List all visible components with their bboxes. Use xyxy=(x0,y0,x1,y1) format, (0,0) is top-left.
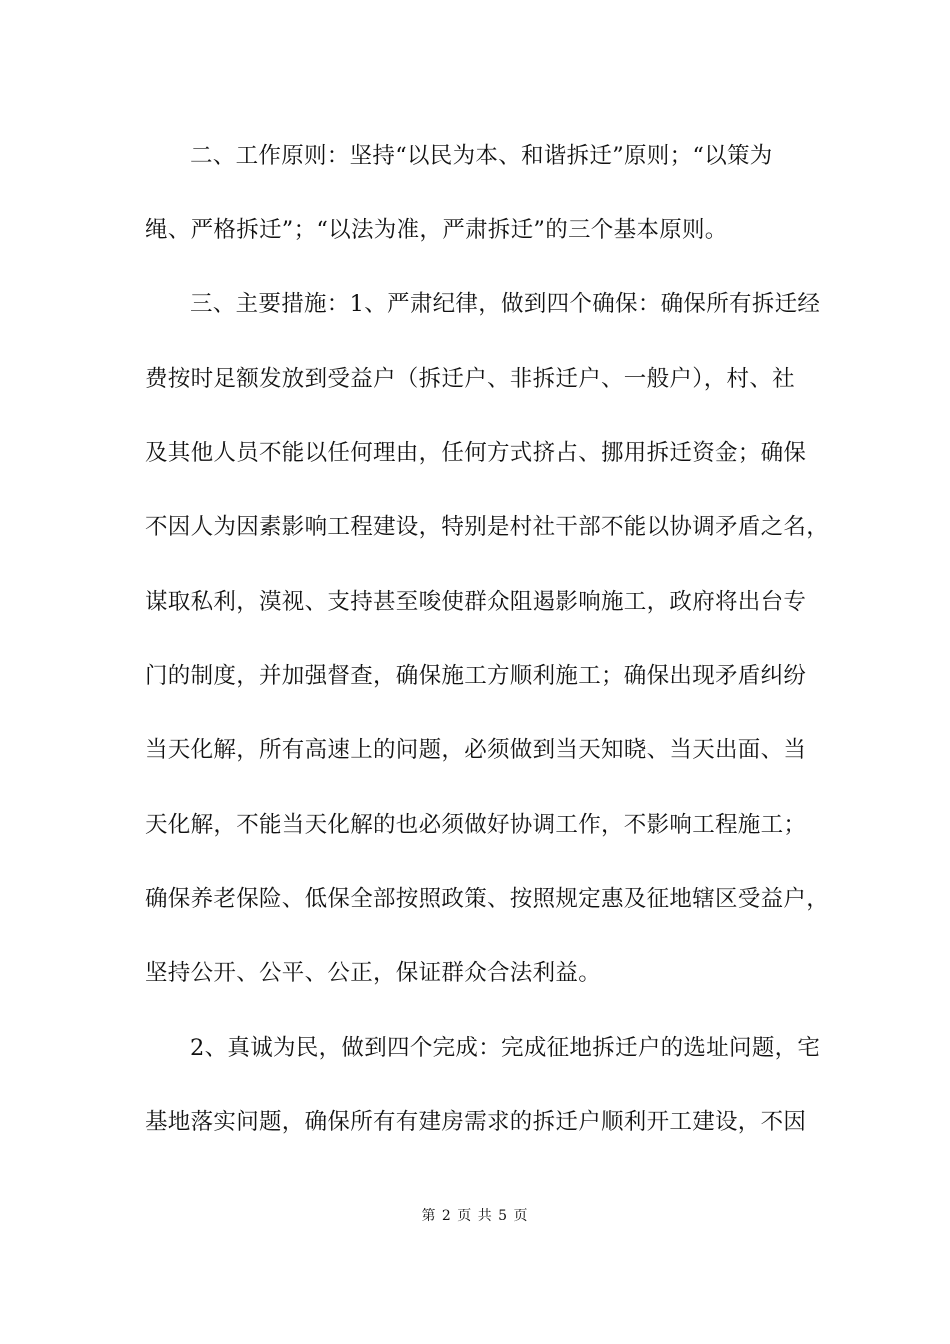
paragraph-line: 2、真诚为民，做到四个完成：完成征地拆迁户的选址问题，宅 xyxy=(190,1035,821,1061)
paragraph-line: 基地落实问题，确保所有有建房需求的拆迁户顺利开工建设，不因 xyxy=(145,1109,807,1135)
page-footer xyxy=(0,1207,950,1225)
paragraph-line: 谋取私利，漠视、支持甚至唆使群众阻遏影响施工，政府将出台专 xyxy=(145,589,807,615)
paragraph-line: 二、工作原则：坚持“以民为本、和谐拆迁”原则；“以策为 xyxy=(190,143,773,169)
page-number: 第 2 页 共 5 页 xyxy=(421,1208,529,1224)
paragraph-line: 天化解，不能当天化解的也必须做好协调工作，不影响工程施工； xyxy=(145,812,807,838)
paragraph-line: 坚持公开、公平、公正，保证群众合法利益。 xyxy=(145,960,602,986)
paragraph-line: 门的制度，并加强督查，确保施工方顺利施工；确保出现矛盾纠纷 xyxy=(145,663,807,689)
paragraph-line: 确保养老保险、低保全部按照政策、按照规定惠及征地辖区受益户， xyxy=(145,886,830,912)
paragraph-line: 当天化解，所有高速上的问题，必须做到当天知晓、当天出面、当 xyxy=(145,737,807,763)
paragraph-line: 及其他人员不能以任何理由，任何方式挤占、挪用拆迁资金；确保 xyxy=(145,440,807,466)
paragraph-line: 三、主要措施：1、严肃纪律，做到四个确保：确保所有拆迁经 xyxy=(190,291,821,317)
paragraph-line: 费按时足额发放到受益户（拆迁户、非拆迁户、一般户），村、社 xyxy=(145,366,795,392)
paragraph-line: 绳、严格拆迁”；“以法为准，严肃拆迁”的三个基本原则。 xyxy=(145,217,728,243)
paragraph-line: 不因人为因素影响工程建设，特别是村社干部不能以协调矛盾之名， xyxy=(145,514,830,540)
